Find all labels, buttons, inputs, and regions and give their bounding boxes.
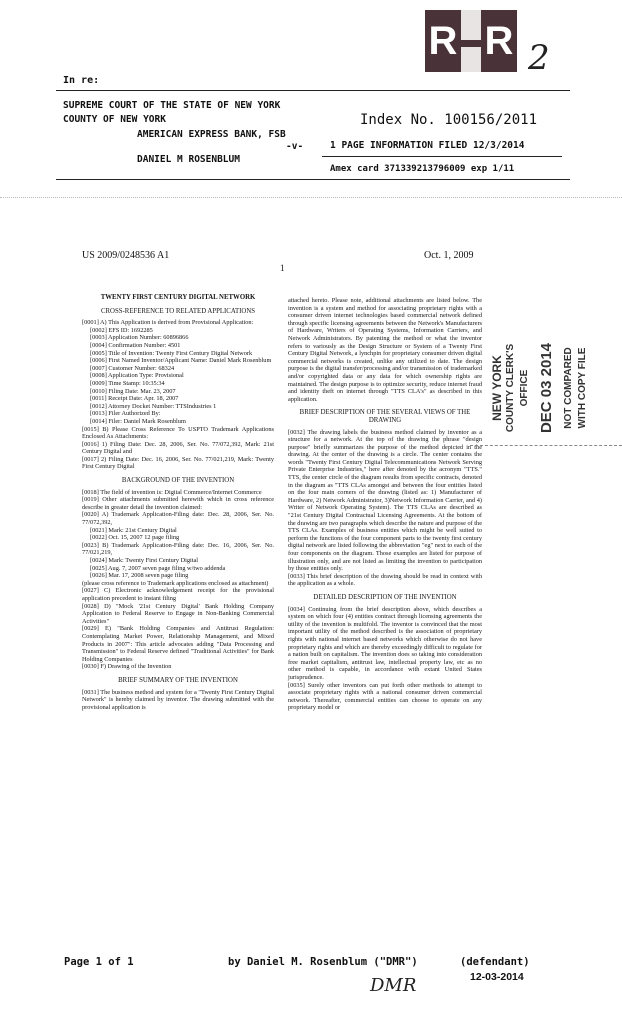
para-0012: [0012] Attorney Docket Number: TTSIndustries 1: [90, 402, 217, 410]
tab-letter-r1: R: [428, 19, 458, 63]
stamp-date: DEC 03 2014: [538, 342, 555, 434]
para-0033: [0033] This brief description of the drawing should be read in context with the application as a whole.: [288, 572, 482, 588]
para-0015: [0015] B) Please Cross Reference To USPTO Trademark Applications Enclosed As Attachments:: [82, 425, 274, 441]
clerk-stamp: [490, 333, 622, 443]
para-0011: [0011] Receipt Date: Apr. 18, 2007: [90, 395, 179, 403]
para-0017: [0017] 2) Filing Date: Dec. 16, 2006, Ser. No. 77/021,219, Mark: Twenty First Century Digital: [82, 455, 274, 471]
para-0002: [0002] EFS ID: 1692285: [90, 326, 153, 334]
footer-page: Page 1 of 1: [64, 956, 134, 968]
para-0009: [0009] Time Stamp: 10:35:34: [90, 379, 165, 387]
para-0014: [0014] Filer: Daniel Mark Rosenblum: [90, 417, 186, 425]
stamp-dashed-line: [470, 445, 622, 446]
amex-card: Amex card 371339213796009 exp 1/11: [330, 164, 515, 174]
para-0020: [0020] A) Trademark Application-Filing date: Dec. 28, 2006, Ser. No. 77/072,392,: [82, 511, 274, 527]
footer-date: 12-03-2014: [470, 971, 524, 983]
para-0008: [0008] Application Type: Provisional: [90, 372, 184, 380]
plaintiff-name: AMERICAN EXPRESS BANK, FSB: [137, 129, 286, 140]
header-rule-top: [56, 90, 570, 91]
para-0003: [0003] Application Number: 60896866: [90, 334, 189, 342]
para-0035: [0035] Surely other inventors can put forth other methods to attempt to associate proprietary rights with a national consumer driven commercial network. Thereafter, commercial entities can choose to operate on any proprietary model or: [288, 681, 482, 712]
para-0021: [0021] Mark: 21st Century Digital: [90, 526, 177, 534]
section-background: BACKGROUND OF THE INVENTION: [121, 477, 235, 485]
tab-letter-r2: R: [484, 19, 514, 63]
para-0010: [0010] Filing Date: Mar. 23, 2007: [90, 387, 176, 395]
section-drawing: BRIEF DESCRIPTION OF THE SEVERAL VIEWS OF THE DRAWING: [299, 409, 471, 424]
para-col2-top: attached hereto. Please note, additional attachments are listed below. The invention is a system and method for associating proprietary rights with a consumer driven internet technologies based commercial network defined through specific licensing agreements between the Network's Manufacturers of Hardware, Writers of Operating Systems, Information Carriers, and Network Administrators. By patenting the method or what the inventor refers to variously as the Design Structure or System of a Twenty First Century Digital Network, a lynchpin for proprietary consumer driven digital commercial networks is created, unlike any utilized to date. The design purpose is the digital transfer/processing and/or transmission of trademarked and/or copyrighted data or any data for which ownership rights are maintained. The design purpose is to optimize security, reduce internet fraud and identity theft on internet through "TTS CLA's" as described in this application.: [288, 297, 482, 403]
para-0023: [0023] B) Trademark Application-Filing date: Dec. 16, 2006, Ser. No. 77/021,219,: [82, 541, 274, 557]
court-county: COUNTY OF NEW YORK: [63, 114, 166, 125]
stamp-line-ny: NEW YORK: [490, 355, 504, 421]
para-0031: [0031] The business method and system for a "Twenty First Century Digital Network" is hereby claimed by inventor. The drawing submitted with the provisional application is: [82, 688, 274, 711]
stamp-line-copy-file: WITH COPY FILE: [577, 347, 588, 429]
patent-page-number: 1: [280, 263, 285, 273]
para-0027: [0027] C) Electronic acknowledgement receipt for the provisional application precedent to instant filing: [82, 587, 274, 602]
patent-title: TWENTY FIRST CENTURY DIGITAL NETWORK: [100, 294, 256, 301]
para-0029: [0029] E) "Bank Holding Companies and Antitrust Regulation: Contemplating Market Power, Relationship Management, and Mixed Products in 2007": This article advocates adding "Data Processing and Transmission" to Federal Reserve defined "Traditional Activities" for Bank Holding Companies: [82, 625, 274, 663]
para-0013: [0013] Filer Authorized By:: [90, 410, 161, 418]
court-name: SUPREME COURT OF THE STATE OF NEW YORK: [63, 100, 281, 111]
para-0001: [0001] A) This Application is derived from Provisional Application:: [82, 319, 254, 327]
para-0005: [0005] Title of Invention: Twenty First Century Digital Network: [90, 349, 253, 357]
footer-role: (defendant): [460, 956, 530, 968]
index-number: Index No. 100156/2011: [360, 112, 538, 128]
para-0030: [0030] F) Drawing of the Invention: [82, 663, 172, 671]
para-0022: [0022] Oct. 15, 2007 12 page filing: [90, 534, 180, 542]
versus-label: -v-: [286, 141, 304, 152]
in-re-label: In re:: [63, 75, 100, 86]
para-0034: [0034] Continuing from the brief description above, which describes a system on which four (4) entities contract through licensing agreements the utility of the invention is multifold. The inventor is convinced that the most important utility of the method described is the association of proprietary rights with national internet based networks which otherwise do not have proprietary rights and which are thereby exceedingly difficult to regulate for a nation built on capitalism. The invention does so taking into consideration free market capitalism, antitrust law, intellectual property law, etc as no other method is capable, in accordance with extant United States jurisprudence.: [288, 605, 482, 681]
para-0004: [0004] Confirmation Number: 4501: [90, 341, 181, 349]
para-0026-note: (please cross reference to Trademark applications enclosed as attachment): [82, 579, 269, 587]
patent-right-column: [288, 297, 482, 712]
section-cross-reference: CROSS-REFERENCE TO RELATED APPLICATIONS: [100, 307, 256, 315]
file-tab-rhr: [425, 10, 517, 72]
header-rule-bottom: [56, 179, 570, 180]
info-filed: 1 PAGE INFORMATION FILED 12/3/2014: [330, 140, 525, 151]
section-detailed: DETAILED DESCRIPTION OF THE INVENTION: [313, 593, 457, 601]
page-fold-line: [0, 197, 622, 198]
stamp-line-office: COUNTY CLERK'S OFFICE: [505, 343, 530, 433]
para-0018: [0018] The field of invention is: Digital Commerce/Internet Commerce: [82, 488, 262, 496]
defendant-name: DANIEL M ROSENBLUM: [137, 154, 240, 165]
header-rule-mid: [322, 156, 562, 157]
patent-number: US 2009/0248536 A1: [82, 250, 170, 261]
para-0024: [0024] Mark: Twenty First Century Digital: [90, 557, 199, 564]
patent-date: Oct. 1, 2009: [424, 250, 474, 261]
footer-by: by Daniel M. Rosenblum ("DMR"): [228, 956, 418, 968]
stamp-line-not-compared: NOT COMPARED: [563, 347, 574, 429]
handwritten-2: 2: [528, 38, 550, 78]
para-0006: [0006] First Named Inventor/Applicant Name: Daniel Mark Rosenblum: [90, 357, 272, 365]
para-0007: [0007] Customer Number: 68324: [90, 364, 175, 372]
para-0025: [0025] Aug. 7, 2007 seven page filing w/two addenda: [90, 564, 226, 572]
para-0028: [0028] D) "Mock '21st Century Digital' Bank Holding Company Application to Federal Reserve to Engage in Non-Banking Commercial Activities": [82, 602, 274, 625]
para-0016: [0016] 1) Filing Date: Dec. 28, 2006, Ser. No. 77/072,392, Mark: 21st Century Digital and: [82, 440, 274, 456]
para-0019: [0019] Other attachments submitted herewith which in cross reference describe in greater detail the invention claimed:: [82, 496, 274, 511]
para-0032: [0032] The drawing labels the business method claimed by inventor as a structure for a network. At the top of the drawing the phrase "design purpose" briefly summarizes the purpose of the method depicted in the drawing. At the center of the drawing is a circle. The center contains the words "Twenty First Century Digital Telecommunications Network Serving Private Enterprise Industries," here after denoted by the acronym "TTS." TTS, the center circle of the diagram results from specific contracts, denoted in the diagram as "TTS CLAs amongst and between the four entities listed on the four main corners of the drawing (listed as: 1) Manufacturer of Hardware, 2) Network Administrator, 3)Network Information Carrier, and 4) Writer of Network Operating System). The TTS CLAs are described as "21st Century Digital Contractual Licensing Agreements. At the bottom of the drawing are two paragraphs which describe the nature and purpose of the TTS CLAs. Examples of business entities which might be well suited to perform the functions of the four component parts to the twenty first century digital network are listed following the abbreviation "eg" next to each of the four components on the diagram. Those examples are listed for purpose of illustration only, and are not listed as limiting the invention to participation by those entities only.: [288, 428, 482, 573]
section-summary: BRIEF SUMMARY OF THE INVENTION: [118, 676, 238, 684]
para-0026: [0026] Mar. 17, 2008 seven page filing: [90, 572, 189, 580]
patent-left-column: [82, 294, 274, 711]
handwritten-initials: DMR: [370, 975, 417, 996]
